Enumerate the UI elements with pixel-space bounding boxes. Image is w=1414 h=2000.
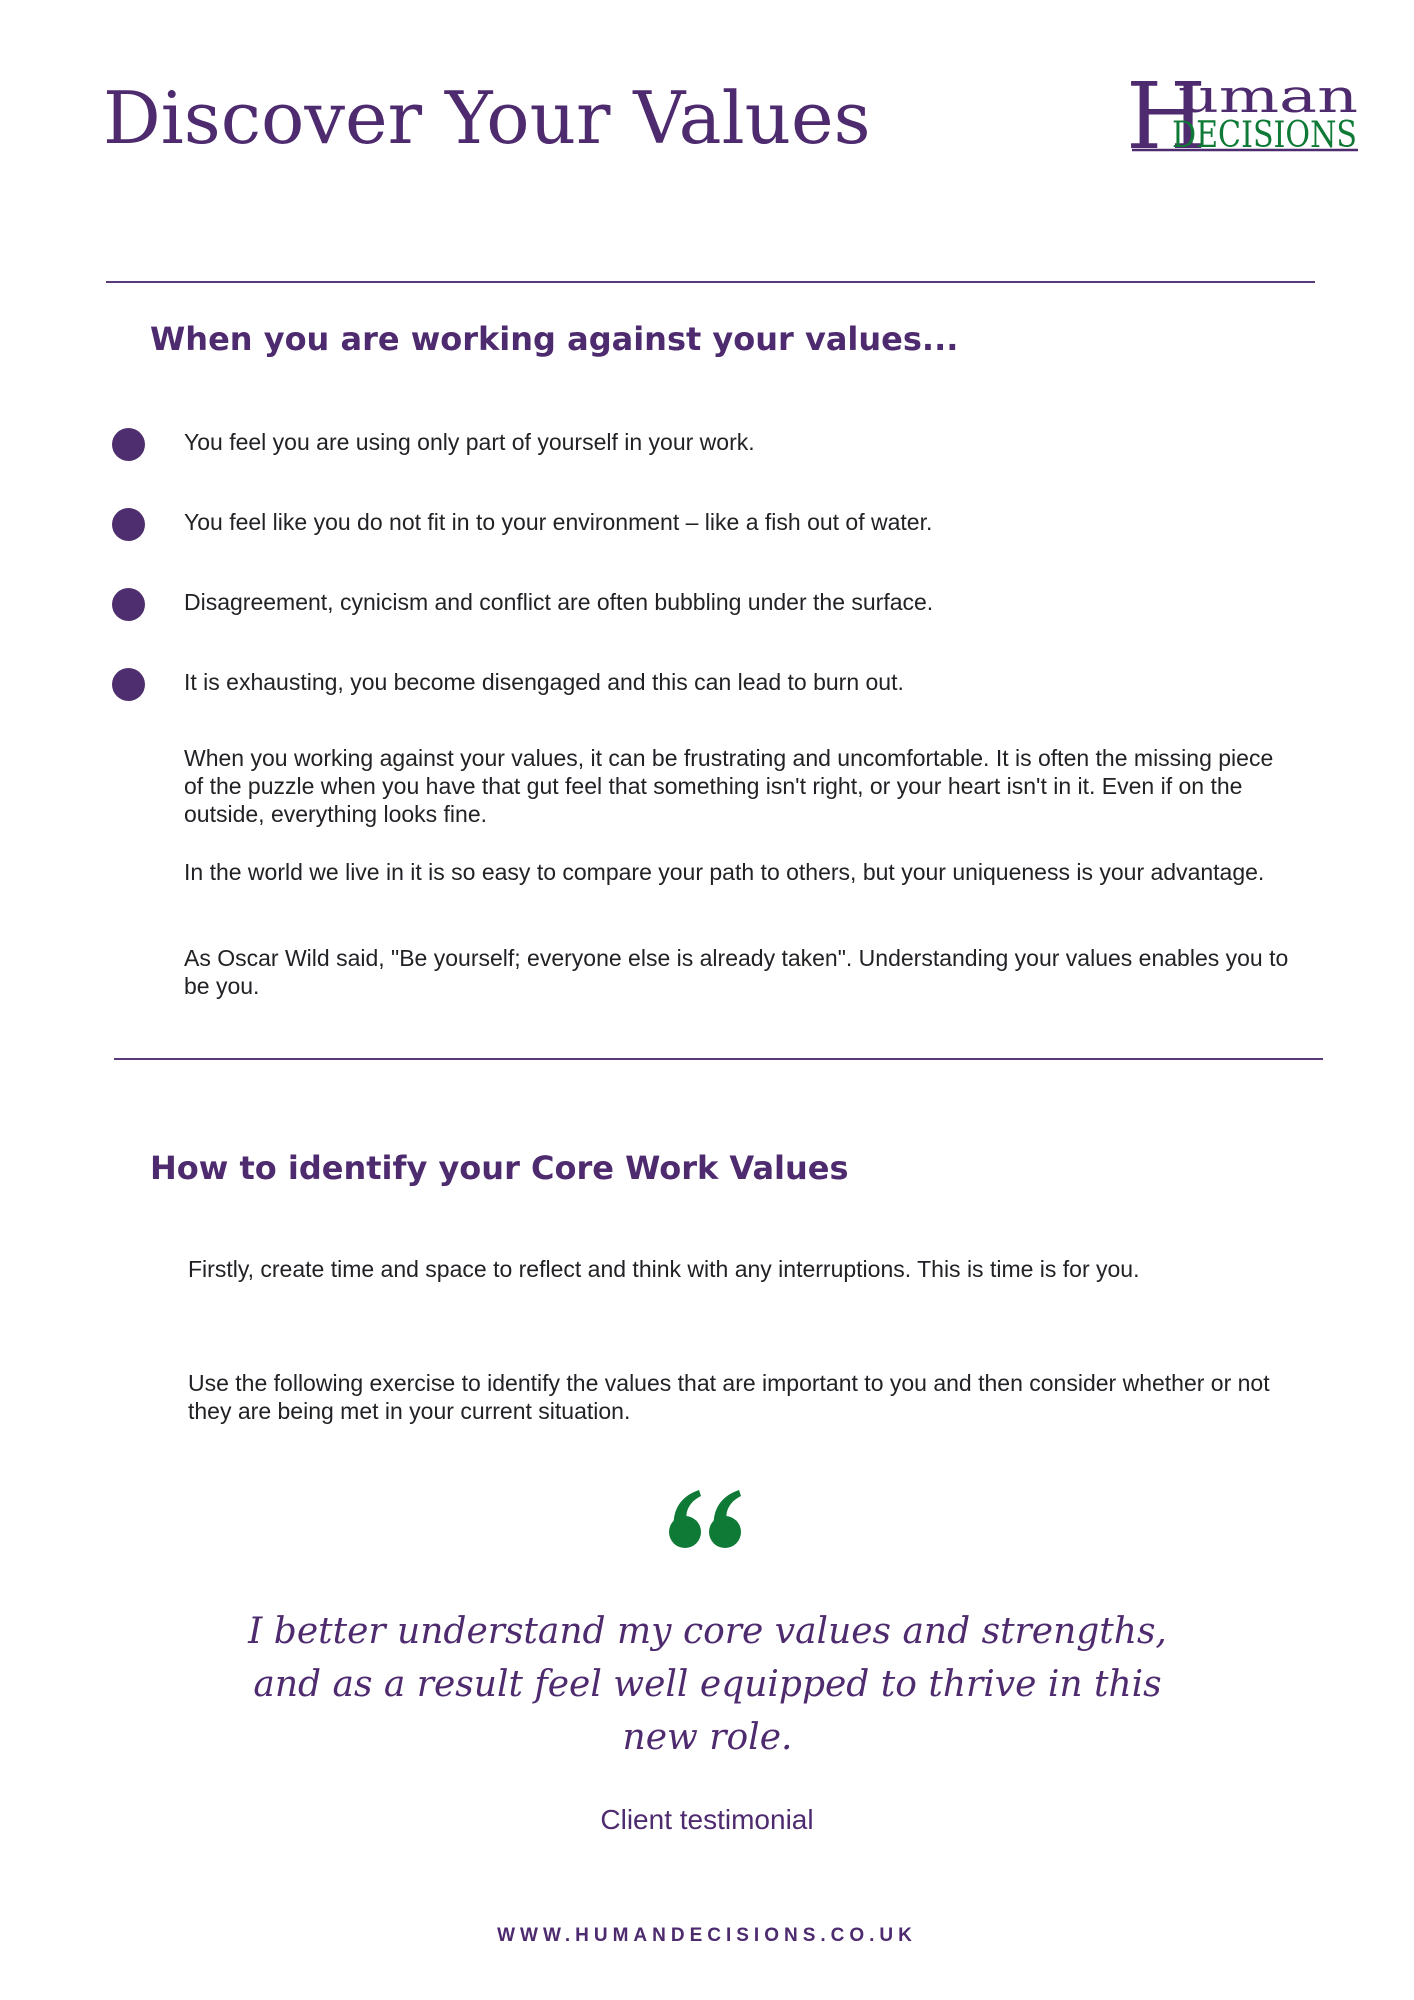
- bullet-dot-icon: [112, 588, 145, 621]
- testimonial-attribution: Client testimonial: [600, 1804, 814, 1835]
- svg-text:H: H: [1126, 63, 1207, 170]
- testimonial-quote: I better understand my core values and strengths, and as a result feel well equipped to thrive in this new role.: [248, 1611, 1167, 1758]
- paragraph-oscar-wild: As Oscar Wild said, "Be yourself; everyone else is already taken". Understanding your values enables you to be you.: [184, 945, 1289, 999]
- page-title: Discover Your Values: [103, 76, 871, 160]
- bullet-text: Disagreement, cynicism and conflict are often bubbling under the surface.: [184, 589, 934, 615]
- footer-website-link[interactable]: WWW.HUMANDECISIONS.CO.UK: [497, 1925, 917, 1946]
- list-item: [112, 580, 1312, 660]
- list-item: [112, 500, 1312, 580]
- list-item: [112, 420, 1312, 500]
- paragraph-uniqueness: In the world we live in it is so easy to compare your path to others, but your uniqueness is your advantage.: [184, 859, 1265, 885]
- divider-top: [106, 281, 1315, 283]
- bullet-list: [112, 420, 1312, 740]
- human-decisions-logo: [1126, 63, 1366, 170]
- paragraph-firstly: Firstly, create time and space to reflect and think with any interruptions. This is time is for you.: [188, 1256, 1140, 1282]
- divider-middle: [114, 1058, 1323, 1060]
- svg-text:uman: uman: [1178, 69, 1358, 123]
- quote-open-icon: [667, 1488, 747, 1558]
- section-heading-core-values: How to identify your Core Work Values: [150, 1149, 849, 1187]
- bullet-dot-icon: [112, 508, 145, 541]
- bullet-dot-icon: [112, 428, 145, 461]
- paragraph-frustrating: When you working against your values, it can be frustrating and uncomfortable. It is often the missing piece of the puzzle when you have that gut feel that something isn't right, or your heart isn't in it. Even if on the outside, everything looks fine.: [184, 745, 1274, 827]
- bullet-text: You feel like you do not fit in to your environment – like a fish out of water.: [184, 509, 933, 535]
- bullet-text: You feel you are using only part of yourself in your work.: [184, 429, 755, 455]
- svg-text:DECISIONS: DECISIONS: [1172, 115, 1357, 156]
- bullet-dot-icon: [112, 668, 145, 701]
- list-item: [112, 660, 1312, 740]
- paragraph-exercise: Use the following exercise to identify the values that are important to you and then consider whether or not they are being met in your current situation.: [188, 1370, 1270, 1424]
- bullet-text: It is exhausting, you become disengaged and this can lead to burn out.: [184, 669, 904, 695]
- section-heading-working-against: When you are working against your values...: [150, 320, 959, 358]
